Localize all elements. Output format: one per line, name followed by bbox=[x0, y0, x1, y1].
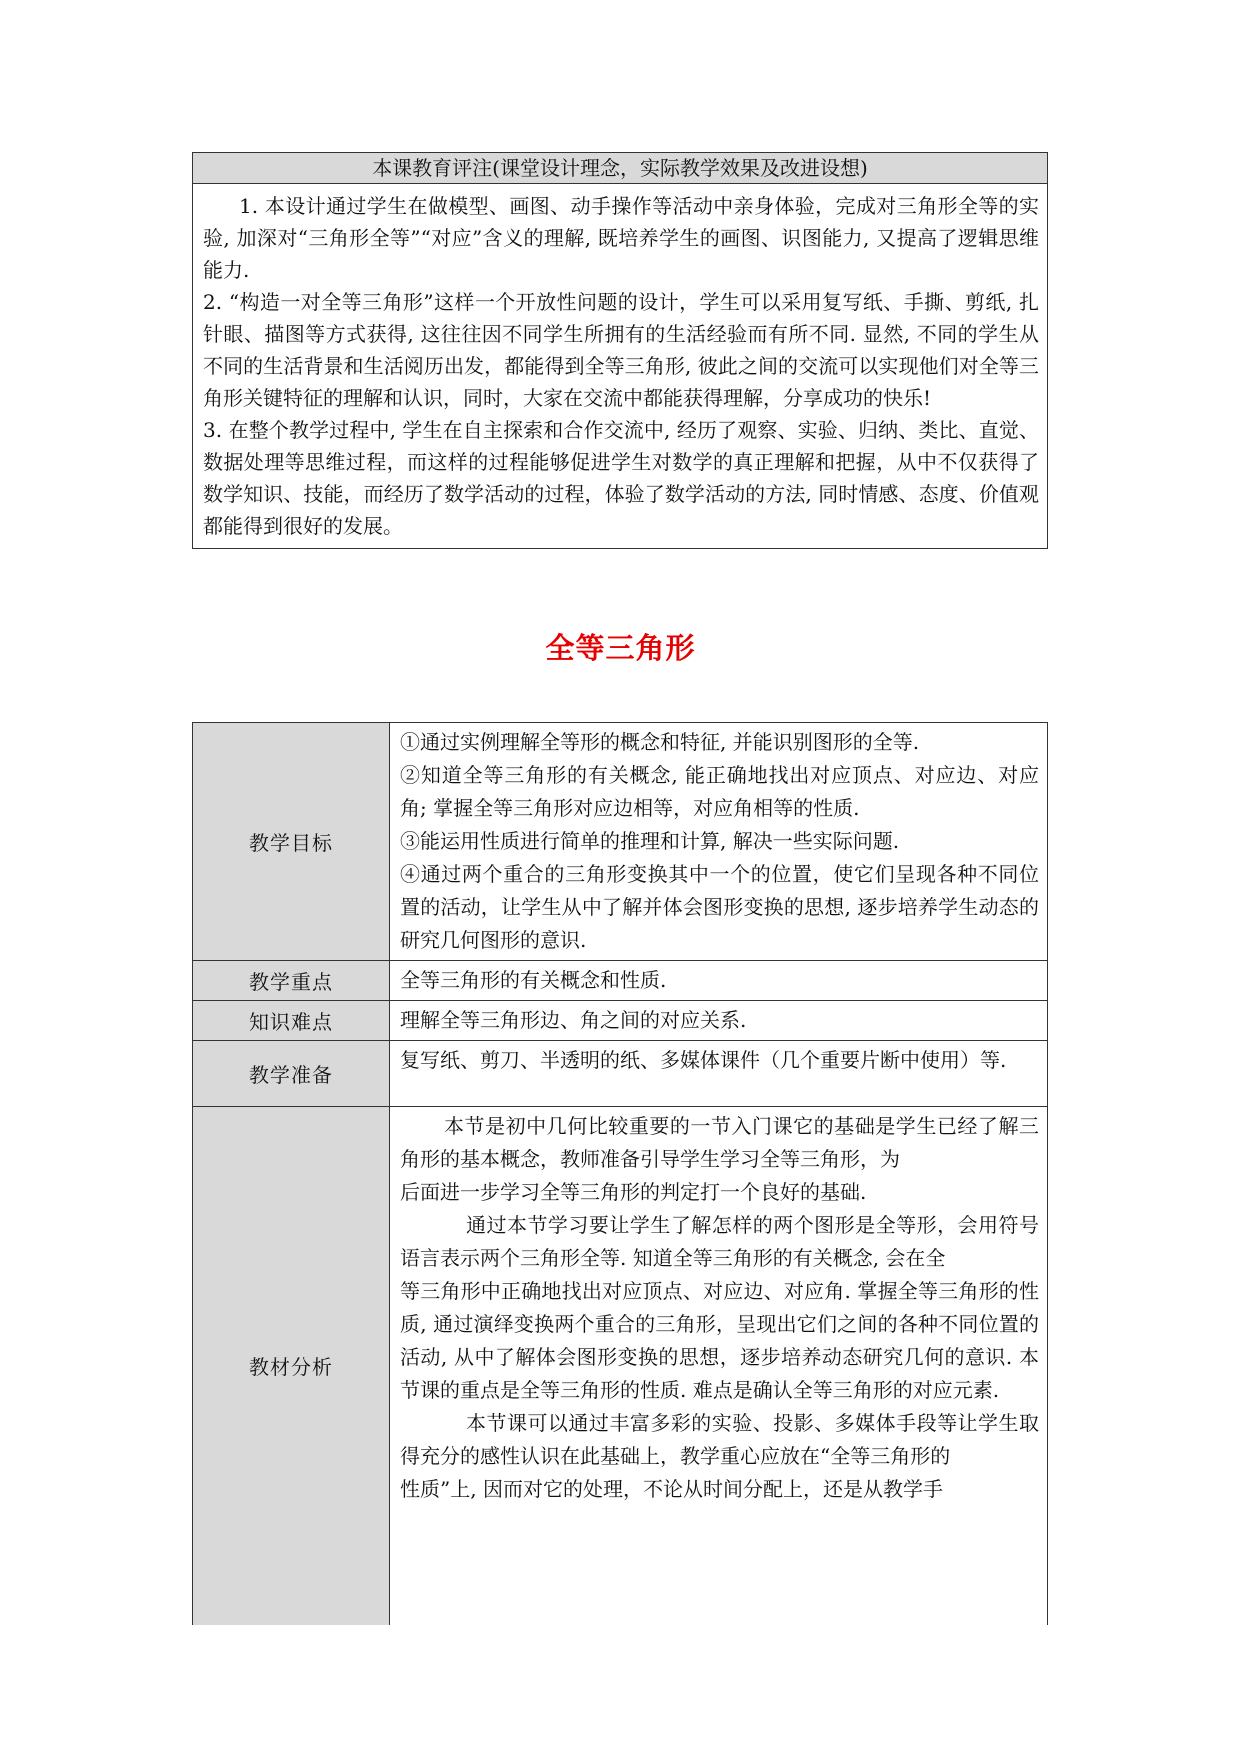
analysis-content bbox=[390, 1107, 1048, 1625]
analysis-line: 本节是初中几何比较重要的一节入门课它的基础是学生已经了解三角形的基本概念，教师准备引导学生学习全等三角形，为 bbox=[400, 1114, 1039, 1171]
key-points-content: 全等三角形的有关概念和性质. bbox=[390, 961, 1048, 1001]
reflection-paragraph-3: 3. 在整个教学过程中, 学生在自主探索和合作交流中, 经历了观察、实验、归纳、类比、直觉、数据处理等思维过程，而这样的过程能够促进学生对数学的真正理解和把握，从中不仅获得了数学知识、技能，而经历了数学活动的过程，体验了数学活动的方法, 同时情感、态度、价值观都能得到很好的发展。 bbox=[203, 418, 1039, 538]
analysis-line: 后面进一步学习全等三角形的判定打一个良好的基础. bbox=[400, 1180, 867, 1204]
objective-item: ②知道全等三角形的有关概念, 能正确地找出对应顶点、对应边、对应角; 掌握全等三角形对应边相等，对应角相等的性质. bbox=[400, 763, 1039, 820]
analysis-line: 等三角形中正确地找出对应顶点、对应边、对应角. 掌握全等三角形的性质, 通过演绎变换两个重合的三角形，呈现出它们之间的各种不同位置的活动, 从中了解体会图形变换的思想，逐步培养动态研究几何的意识. 本节课的重点是全等三角形的性质. 难点是确认全等三角形的对应元素. bbox=[400, 1279, 1039, 1402]
key-points-label: 教学重点 bbox=[193, 961, 390, 1001]
analysis-line: 性质”上, 因而对它的处理，不论从时间分配上，还是从教学手 bbox=[400, 1477, 943, 1501]
preparation-content: 复写纸、剪刀、半透明的纸、多媒体课件（几个重要片断中使用）等. bbox=[390, 1041, 1048, 1107]
page-title: 全等三角形 bbox=[545, 631, 696, 665]
reflection-paragraph-1: 1. 本设计通过学生在做模型、画图、动手操作等活动中亲身体验，完成对三角形全等的实验, 加深对“三角形全等”“对应”含义的理解, 既培养学生的画图、识图能力, 又提高了逻辑思维能力. bbox=[203, 194, 1039, 282]
objective-item: ④通过两个重合的三角形变换其中一个的位置，使它们呈现各种不同位置的活动，让学生从中了解并体会图形变换的思想, 逐步培养学生动态的研究几何图形的意识. bbox=[400, 862, 1039, 952]
objective-item: ①通过实例理解全等形的概念和特征, 并能识别图形的全等. bbox=[400, 730, 920, 754]
objective-item: ③能运用性质进行简单的推理和计算, 解决一些实际问题. bbox=[400, 829, 900, 853]
analysis-label: 教材分析 bbox=[193, 1107, 390, 1625]
difficulties-content: 理解全等三角形边、角之间的对应关系. bbox=[390, 1001, 1048, 1041]
lesson-table bbox=[192, 722, 1048, 1625]
difficulties-label: 知识难点 bbox=[193, 1001, 390, 1041]
reflection-body bbox=[193, 184, 1048, 549]
reflection-table bbox=[192, 152, 1048, 549]
objectives-label: 教学目标 bbox=[193, 723, 390, 961]
objectives-content bbox=[390, 723, 1048, 961]
analysis-line: 通过本节学习要让学生了解怎样的两个图形是全等形，会用符号语言表示两个三角形全等. 知道全等三角形的有关概念, 会在全 bbox=[400, 1213, 1039, 1270]
reflection-header: 本课教育评注(课堂设计理念，实际教学效果及改进设想) bbox=[193, 153, 1048, 184]
reflection-paragraph-2: 2. “构造一对全等三角形”这样一个开放性问题的设计，学生可以采用复写纸、手撕、剪纸, 扎针眼、描图等方式获得, 这往往因不同学生所拥有的生活经验而有所不同. 显然, 不同的学生从不同的生活背景和生活阅历出发，都能得到全等三角形, 彼此之间的交流可以实现他们对全等三角形关键特征的理解和认识，同时，大家在交流中都能获得理解，分享成功的快乐! bbox=[203, 290, 1039, 410]
analysis-line: 本节课可以通过丰富多彩的实验、投影、多媒体手段等让学生取得充分的感性认识在此基础上，教学重心应放在“全等三角形的 bbox=[400, 1411, 1039, 1468]
preparation-label: 教学准备 bbox=[193, 1041, 390, 1107]
